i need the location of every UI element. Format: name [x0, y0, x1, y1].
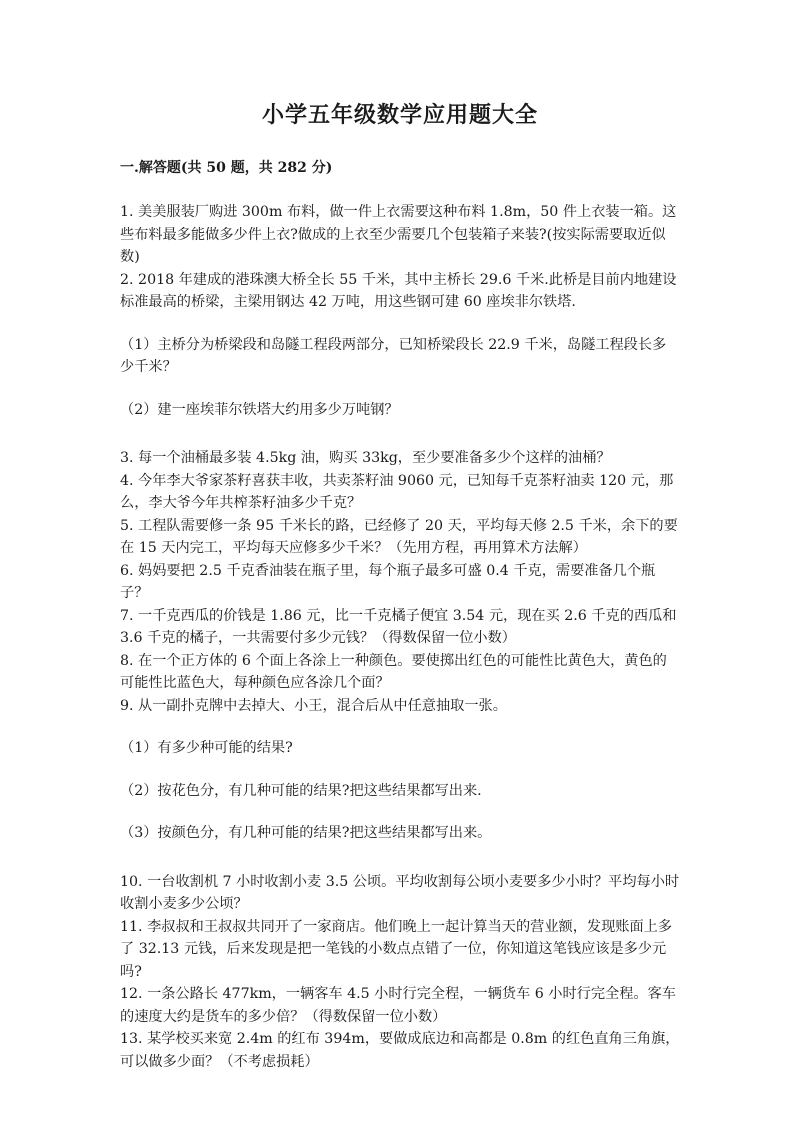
page-title: 小学五年级数学应用题大全	[261, 102, 538, 128]
question-8: 8. 在一个正方体的 6 个面上各涂上一种颜色。要使掷出红色的可能性比黄色大，黄色的可能性比蓝色大，每种颜色应各涂几个面？	[120, 652, 667, 691]
question-5: 5. 工程队需要修一条 95 千米长的路，已经修了 20 天，平均每天修 2.5 千米，余下的要在 15 天内完工，平均每天应修多少千米？（先用方程，再用算术方法解）	[120, 517, 678, 556]
question-10: 10. 一台收割机 7 小时收割小麦 3.5 公顷。平均收割每公顷小麦要多少小时？平均每小时收割小麦多少公顷？	[120, 873, 680, 912]
question-2: 2. 2018 年建成的港珠澳大桥全长 55 千米，其中主桥长 29.6 千米.此桥是目前内地建设标准最高的桥梁，主梁用钢达 42 万吨，用这些钢可建 60 座埃非尔铁塔.	[120, 271, 677, 310]
question-9-part-3: （3）按颜色分，有几种可能的结果?把这些结果都写出来。	[120, 825, 492, 841]
question-4: 4. 今年李大爷家茶籽喜获丰收，共卖茶籽油 9060 元，已知每千克茶籽油卖 120 元，那么，李大爷今年共榨茶籽油多少千克？	[120, 472, 674, 511]
question-9-part-1: （1）有多少种可能的结果?	[120, 740, 293, 756]
question-11: 11. 李叔叔和王叔叔共同开了一家商店。他们晚上一起计算当天的营业额，发现账面上多了 32.13 元钱，后来发现是把一笔钱的小数点点错了一位，你知道这笔钱应该是多少元吗?	[120, 918, 673, 980]
question-2-part-2: （2）建一座埃菲尔铁塔大约用多少万吨钢？	[120, 401, 399, 418]
question-7: 7. 一千克西瓜的价钱是 1.86 元，比一千克橘子便宜 3.54 元，现在买 2.6 千克的西瓜和 3.6 千克的橘子，一共需要付多少元钱？（得数保留一位小数）	[120, 607, 677, 646]
question-6: 6. 妈妈要把 2.5 千克香油装在瓶子里，每个瓶子最多可盛 0.4 千克，需要准备几个瓶子？	[120, 562, 656, 601]
question-13: 13. 某学校买来宽 2.4m 的红布 394m，要做成底边和高都是 0.8m 的红色直角三角旗，可以做多少面？（不考虑损耗）	[120, 1031, 680, 1070]
question-1: 1. 美美服装厂购进 300m 布料，做一件上衣需要这种布料 1.8m，50 件上衣装一箱。这些布料最多能做多少件上衣?做成的上衣至少需要几个包装箱子来装?(按实际需要取近似数)	[120, 204, 677, 265]
question-2-part-1: （1）主桥分为桥梁段和岛隧工程段两部分，已知桥梁段长 22.9 千米，岛隧工程段长多少千米？	[120, 336, 667, 375]
section-heading: 一.解答题(共 50 题，共 282 分)	[120, 160, 333, 176]
question-9-part-2: （2）按花色分，有几种可能的结果?把这些结果都写出来.	[120, 782, 482, 799]
question-12: 12. 一条公路长 477km，一辆客车 4.5 小时行完全程，一辆货车 6 小时行完全程。客车的速度大约是货车的多少倍？（得数保留一位小数）	[120, 986, 676, 1025]
question-3: 3. 每一个油桶最多装 4.5kg 油，购买 33kg，至少要准备多少个这样的油桶？	[120, 450, 611, 466]
question-9: 9. 从一副扑克牌中去掉大、小王，混合后从中任意抽取一张。	[120, 697, 507, 714]
